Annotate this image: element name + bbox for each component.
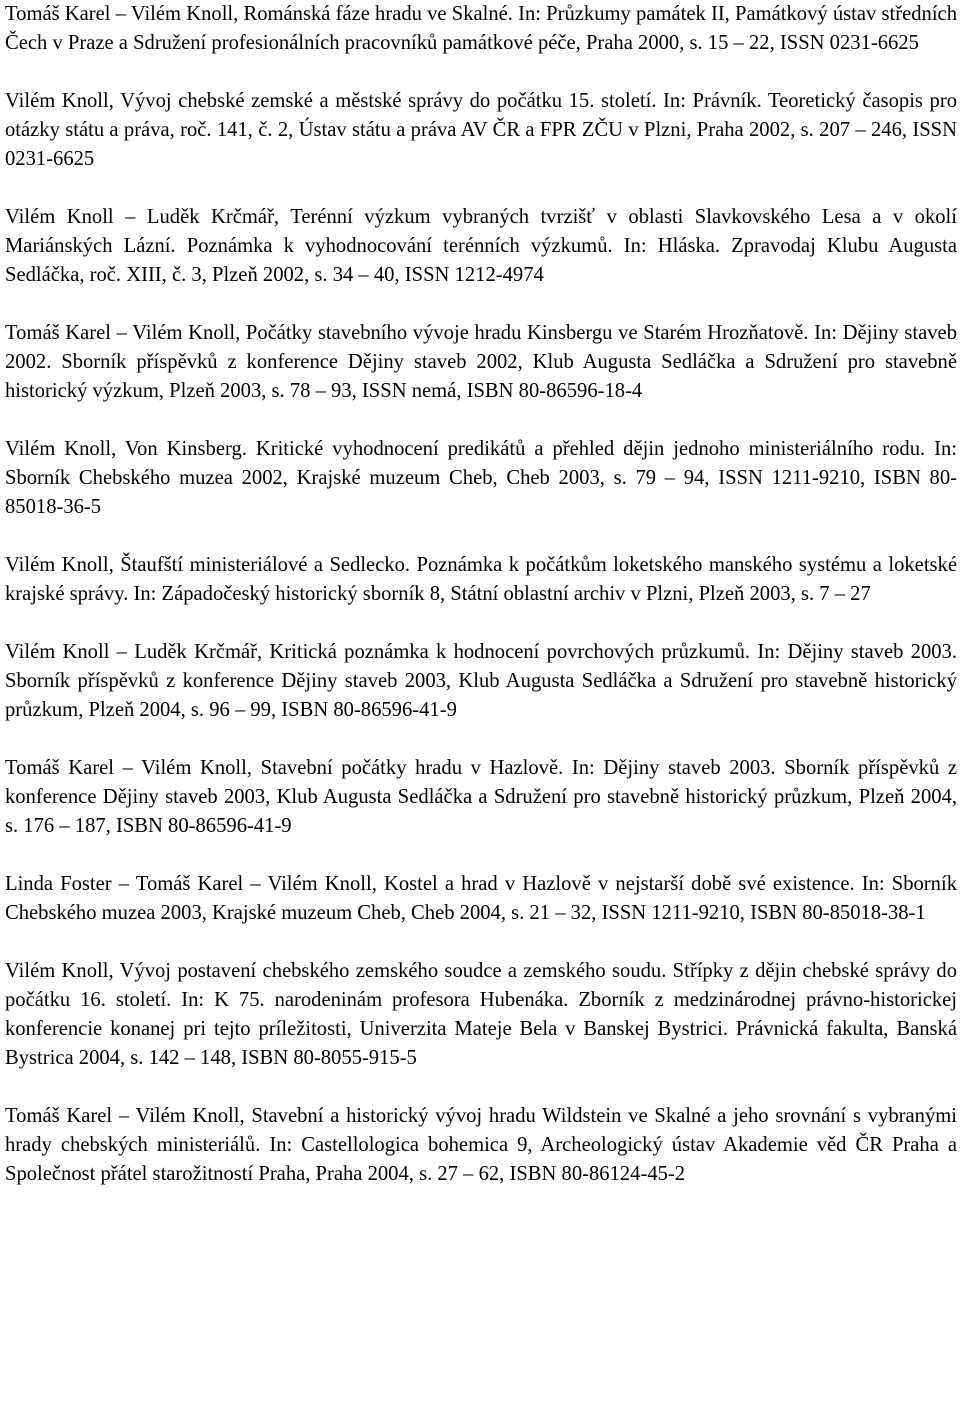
bibliography-entry: Vilém Knoll – Luděk Krčmář, Kritická poznámka k hodnocení povrchových průzkumů. In: Dějiny staveb 2003. Sborník příspěvků z konference Dějiny staveb 2003, Klub Augusta Sedláčka a Sdružení pro stavebně historický průzkum, Plzeň 2004, s. 96 – 99, ISBN 80-86596-41-9 — [5, 641, 957, 721]
bibliography-entry: Tomáš Karel – Vilém Knoll, Stavební počátky hradu v Hazlově. In: Dějiny staveb 2003. Sborník příspěvků z konference Dějiny staveb 2003, Klub Augusta Sedláčka a Sdružení pro stavebně historický průzkum, Plzeň 2004, s. 176 – 187, ISBN 80-86596-41-9 — [5, 757, 957, 837]
bibliography-list — [5, 0, 957, 1218]
bibliography-entry: Vilém Knoll, Štaufští ministeriálové a Sedlecko. Poznámka k počátkům loketského manského systému a loketské krajské správy. In: Západočeský historický sborník 8, Státní oblastní archiv v Plzni, Plzeň 2003, s. 7 – 27 — [5, 554, 957, 605]
bibliography-entry: Vilém Knoll – Luděk Krčmář, Terénní výzkum vybraných tvrzišť v oblasti Slavkovského Lesa a v okolí Mariánských Lázní. Poznámka k vyhodnocování terénních výzkumů. In: Hláska. Zpravodaj Klubu Augusta Sedláčka, roč. XIII, č. 3, Plzeň 2002, s. 34 – 40, ISSN 1212-4974 — [5, 206, 957, 286]
bibliography-entry: Linda Foster – Tomáš Karel – Vilém Knoll, Kostel a hrad v Hazlově v nejstarší době své existence. In: Sborník Chebského muzea 2003, Krajské muzeum Cheb, Cheb 2004, s. 21 – 32, ISSN 1211-9210, ISBN 80-85018-38-1 — [5, 873, 957, 924]
bibliography-entry: Tomáš Karel – Vilém Knoll, Románská fáze hradu ve Skalné. In: Průzkumy památek II, Památkový ústav středních Čech v Praze a Sdružení profesionálních pracovníků památkové péče, Praha 2000, s. 15 – 22, ISSN 0231-6625 — [5, 3, 957, 54]
bibliography-entry: Tomáš Karel – Vilém Knoll, Počátky stavebního vývoje hradu Kinsbergu ve Starém Hrozňatově. In: Dějiny staveb 2002. Sborník příspěvků z konference Dějiny staveb 2002, Klub Augusta Sedláčka a Sdružení pro stavebně historický výzkum, Plzeň 2003, s. 78 – 93, ISSN nemá, ISBN 80-86596-18-4 — [5, 322, 957, 402]
bibliography-entry: Tomáš Karel – Vilém Knoll, Stavební a historický vývoj hradu Wildstein ve Skalné a jeho srovnání s vybranými hrady chebských ministeriálů. In: Castellologica bohemica 9, Archeologický ústav Akademie věd ČR Praha a Společnost přátel starožitností Praha, Praha 2004, s. 27 – 62, ISBN 80-86124-45-2 — [5, 1105, 957, 1185]
bibliography-entry: Vilém Knoll, Von Kinsberg. Kritické vyhodnocení predikátů a přehled dějin jednoho ministeriálního rodu. In: Sborník Chebského muzea 2002, Krajské muzeum Cheb, Cheb 2003, s. 79 – 94, ISSN 1211-9210, ISBN 80-85018-36-5 — [5, 438, 957, 518]
bibliography-entry: Vilém Knoll, Vývoj chebské zemské a městské správy do počátku 15. století. In: Právník. Teoretický časopis pro otázky státu a práva, roč. 141, č. 2, Ústav státu a práva AV ČR a FPR ZČU v Plzni, Praha 2002, s. 207 – 246, ISSN 0231-6625 — [5, 90, 957, 170]
bibliography-entry: Vilém Knoll, Vývoj postavení chebského zemského soudce a zemského soudu. Střípky z dějin chebské správy do počátku 16. století. In: K 75. narodeninám profesora Hubenáka. Zborník z medzinárodnej právno-historickej konferencie konanej pri tejto príležitosti, Univerzita Mateje Bela v Banskej Bystrici. Právnická fakulta, Banská Bystrica 2004, s. 142 – 148, ISBN 80-8055-915-5 — [5, 960, 957, 1069]
